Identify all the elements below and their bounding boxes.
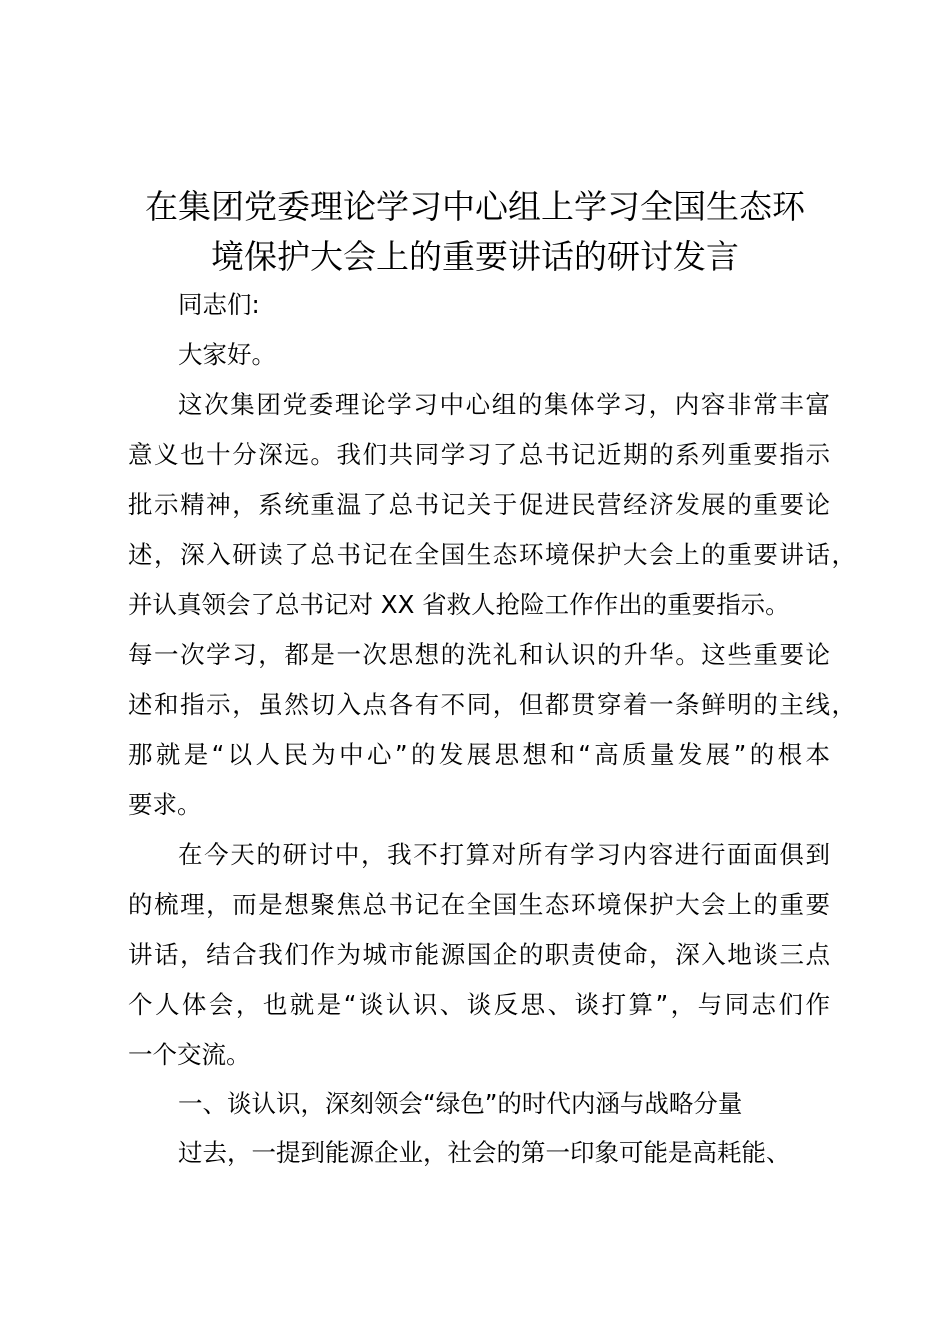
paragraph-line: 每一次学习，都是一次思想的洗礼和认识的升华。这些重要论 [128, 640, 830, 669]
greeting: 大家好。 [178, 340, 276, 369]
section-heading: 一、谈认识，深刻领会“绿色”的时代内涵与战略分量 [178, 1089, 743, 1118]
document-title-line-2: 境保护大会上的重要讲话的研讨发言 [211, 237, 739, 276]
paragraph-line: 过去，一提到能源企业，社会的第一印象可能是高耗能、 [178, 1138, 791, 1167]
paragraph-line: 在今天的研讨中，我不打算对所有学习内容进行面面俱到 [178, 840, 830, 869]
paragraph-line: 意义也十分深远。我们共同学习了总书记近期的系列重要指示 [128, 440, 830, 469]
paragraph-line: 述，深入研读了总书记在全国生态环境保护大会上的重要讲话， [128, 540, 856, 569]
paragraph-line: 那就是“以人民为中心”的发展思想和“高质量发展”的根本 [128, 740, 830, 769]
salutation: 同志们: [178, 290, 260, 319]
paragraph-line: 这次集团党委理论学习中心组的集体学习，内容非常丰富 [178, 390, 830, 419]
paragraph-line: 并认真领会了总书记对 XX 省救人抢险工作作出的重要指示。 [128, 590, 790, 619]
paragraph-2 [128, 830, 830, 1080]
paragraph-line: 讲话，结合我们作为城市能源国企的职责使命，深入地谈三点 [128, 940, 830, 969]
paragraph-line: 一个交流。 [128, 1040, 251, 1069]
paragraph-line: 述和指示，虽然切入点各有不同，但都贯穿着一条鲜明的主线， [128, 690, 856, 719]
paragraph-line: 要求。 [128, 790, 202, 819]
paragraph-line: 个人体会，也就是“谈认识、谈反思、谈打算”，与同志们作 [128, 990, 830, 1019]
paragraph-1 [128, 380, 856, 830]
document-title-line-1: 在集团党委理论学习中心组上学习全国生态环 [145, 187, 805, 226]
paragraph-line: 批示精神，系统重温了总书记关于促进民营经济发展的重要论 [128, 490, 830, 519]
paragraph-line: 的梳理，而是想聚焦总书记在全国生态环境保护大会上的重要 [128, 890, 830, 919]
document-body [128, 280, 856, 1178]
